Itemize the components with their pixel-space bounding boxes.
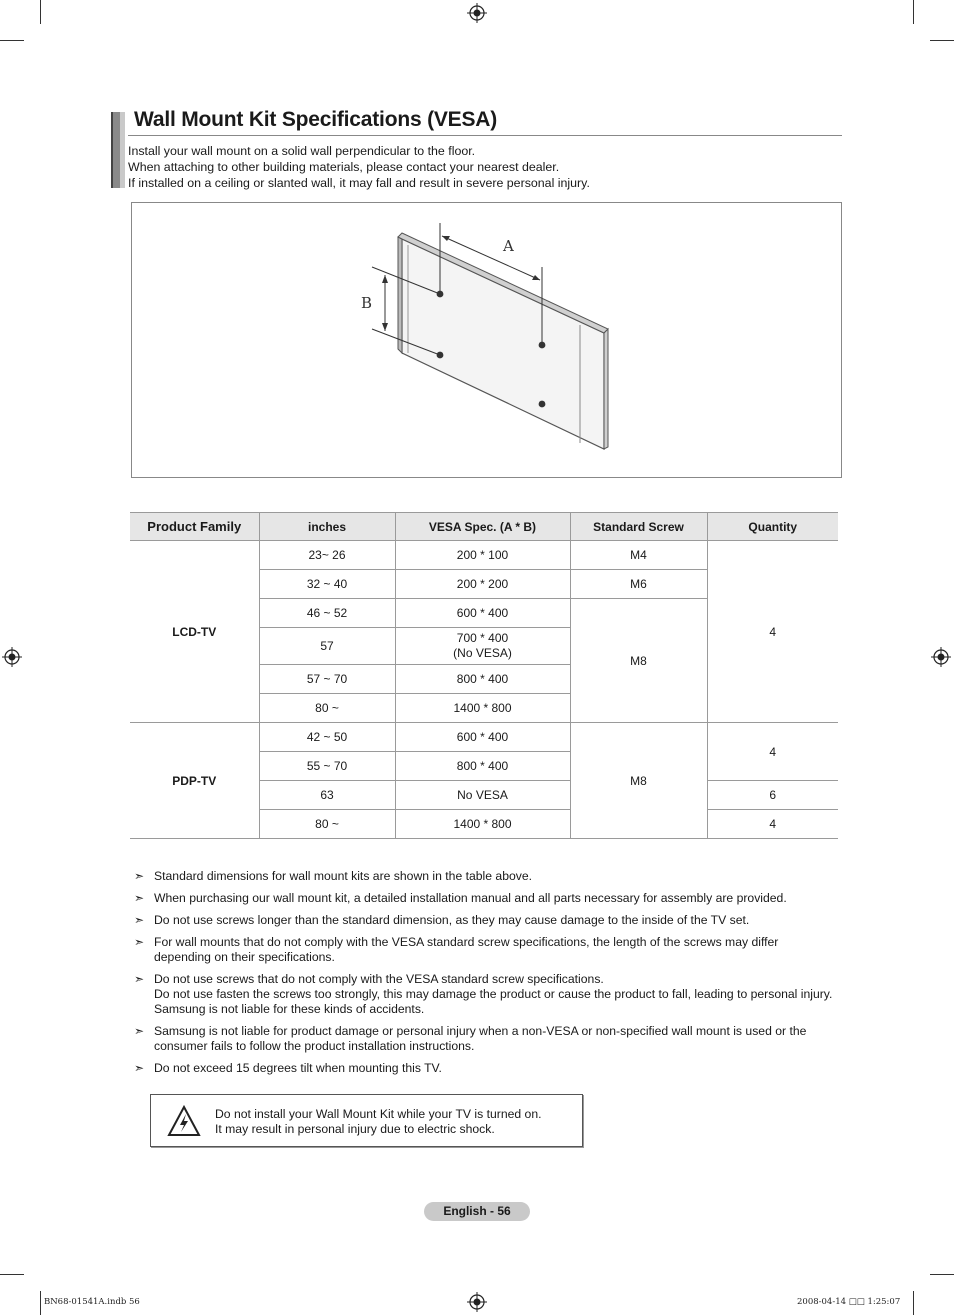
note-line: Do not exceed 15 degrees tilt when mounting this TV. [154,1061,442,1075]
vesa-spec-cell [395,628,570,665]
inches-cell: 46 ~ 52 [259,599,395,628]
note-item [134,972,834,1017]
electric-shock-warning-icon [167,1105,201,1137]
registration-mark-icon [2,647,22,667]
crop-mark [930,1274,954,1275]
vesa-spec-note: (No VESA) [453,646,512,660]
intro-text [128,143,590,191]
inches-cell: 23~ 26 [259,541,395,570]
note-arrow-icon: ➣ [134,891,145,905]
note-line: Standard dimensions for wall mount kits are shown in the table above. [154,869,533,883]
inches-cell: 32 ~ 40 [259,570,395,599]
note-arrow-icon: ➣ [134,1061,145,1075]
inches-cell: 80 ~ [259,810,395,839]
table-header-row [130,513,838,541]
note-item [134,869,834,884]
vesa-spec-cell: 1400 * 800 [395,810,570,839]
warning-line: It may result in personal injury due to electric shock. [215,1122,495,1136]
inches-cell: 55 ~ 70 [259,752,395,781]
column-header: Product Family [130,513,259,541]
intro-line: Install your wall mount on a solid wall perpendicular to the floor. [128,144,476,158]
note-item [134,913,834,928]
inches-cell: 63 [259,781,395,810]
note-item [134,1024,834,1054]
vesa-spec-cell: No VESA [395,781,570,810]
vesa-spec-cell: 600 * 400 [395,723,570,752]
vesa-spec-cell: 800 * 400 [395,665,570,694]
quantity-cell: 4 [707,723,838,781]
crop-mark [0,1274,24,1275]
note-arrow-icon: ➣ [134,935,145,949]
column-header: Standard Screw [570,513,707,541]
inches-cell: 57 ~ 70 [259,665,395,694]
note-line: Do not use fasten the screws too strongly, this may damage the product or cause the product to fall, leading to personal injury. [154,987,833,1001]
dimension-label-a: A [503,237,514,255]
note-line: When purchasing our wall mount kit, a detailed installation manual and all parts necessary for assembly are provided. [154,891,787,905]
note-line: depending on their specifications. [154,950,335,964]
screw-cell: M8 [570,723,707,839]
wall-mount-diagram [131,202,842,478]
dimension-label-b: B [361,294,373,312]
quantity-cell: 4 [707,541,838,723]
vesa-spec-cell: 800 * 400 [395,752,570,781]
note-arrow-icon: ➣ [134,869,145,883]
intro-line: When attaching to other building materials, please contact your nearest dealer. [128,160,560,174]
inches-cell: 42 ~ 50 [259,723,395,752]
quantity-cell: 4 [707,810,838,839]
page-title: Wall Mount Kit Specifications (VESA) [134,108,498,131]
note-arrow-icon: ➣ [134,972,145,986]
warning-line: Do not install your Wall Mount Kit while your TV is turned on. [215,1107,542,1121]
print-slug-file: BN68-01541A.indb 56 [44,1297,140,1307]
screw-cell: M4 [570,541,707,570]
print-slug-date: 2008-04-14 □□ 1:25:07 [797,1297,901,1307]
crop-mark [0,40,24,41]
quantity-cell: 6 [707,781,838,810]
column-header: VESA Spec. (A * B) [395,513,570,541]
note-arrow-icon: ➣ [134,1024,145,1038]
table-row [130,541,838,570]
tv-back-illustration [132,203,841,477]
vesa-spec-cell: 1400 * 800 [395,694,570,723]
warning-text [215,1107,542,1137]
note-line: Samsung is not liable for product damage or personal injury when a non-VESA or non-specified wall mount is used or the [154,1024,807,1038]
note-line: For wall mounts that do not comply with the VESA standard screw specifications, the length of the screws may differ [154,935,779,949]
warning-box [150,1094,583,1147]
title-accent-bar [120,112,125,188]
column-header: Quantity [707,513,838,541]
note-line: Samsung is not liable for these kinds of accidents. [154,1002,425,1016]
crop-mark [40,0,41,24]
product-family-cell: LCD-TV [130,541,259,723]
note-line: consumer fails to follow the product installation instructions. [154,1039,475,1053]
screw-cell: M8 [570,599,707,723]
note-arrow-icon: ➣ [134,913,145,927]
inches-cell: 57 [259,628,395,665]
registration-mark-icon [467,1292,487,1312]
note-item [134,1061,834,1076]
inches-cell: 80 ~ [259,694,395,723]
registration-mark-icon [467,3,487,23]
note-line: Do not use screws longer than the standard dimension, as they may cause damage to the inside of the TV set. [154,913,750,927]
note-line: Do not use screws that do not comply with the VESA standard screw specifications. [154,972,604,986]
intro-line: If installed on a ceiling or slanted wall, it may fall and result in severe personal injury. [128,176,590,190]
vesa-spec-cell: 200 * 100 [395,541,570,570]
registration-mark-icon [931,647,951,667]
vesa-spec-value: 700 * 400 [456,631,509,645]
crop-mark [930,40,954,41]
product-family-cell: PDP-TV [130,723,259,839]
note-item [134,935,834,965]
table-row [130,723,838,752]
notes-list [134,869,834,1083]
screw-cell: M6 [570,570,707,599]
title-divider [128,135,842,136]
page-number-badge: English - 56 [424,1202,530,1221]
crop-mark [40,1291,41,1315]
crop-mark [913,0,914,24]
crop-mark [913,1291,914,1315]
vesa-spec-cell: 600 * 400 [395,599,570,628]
note-item [134,891,834,906]
column-header: inches [259,513,395,541]
vesa-spec-cell: 200 * 200 [395,570,570,599]
vesa-spec-table [130,512,838,839]
